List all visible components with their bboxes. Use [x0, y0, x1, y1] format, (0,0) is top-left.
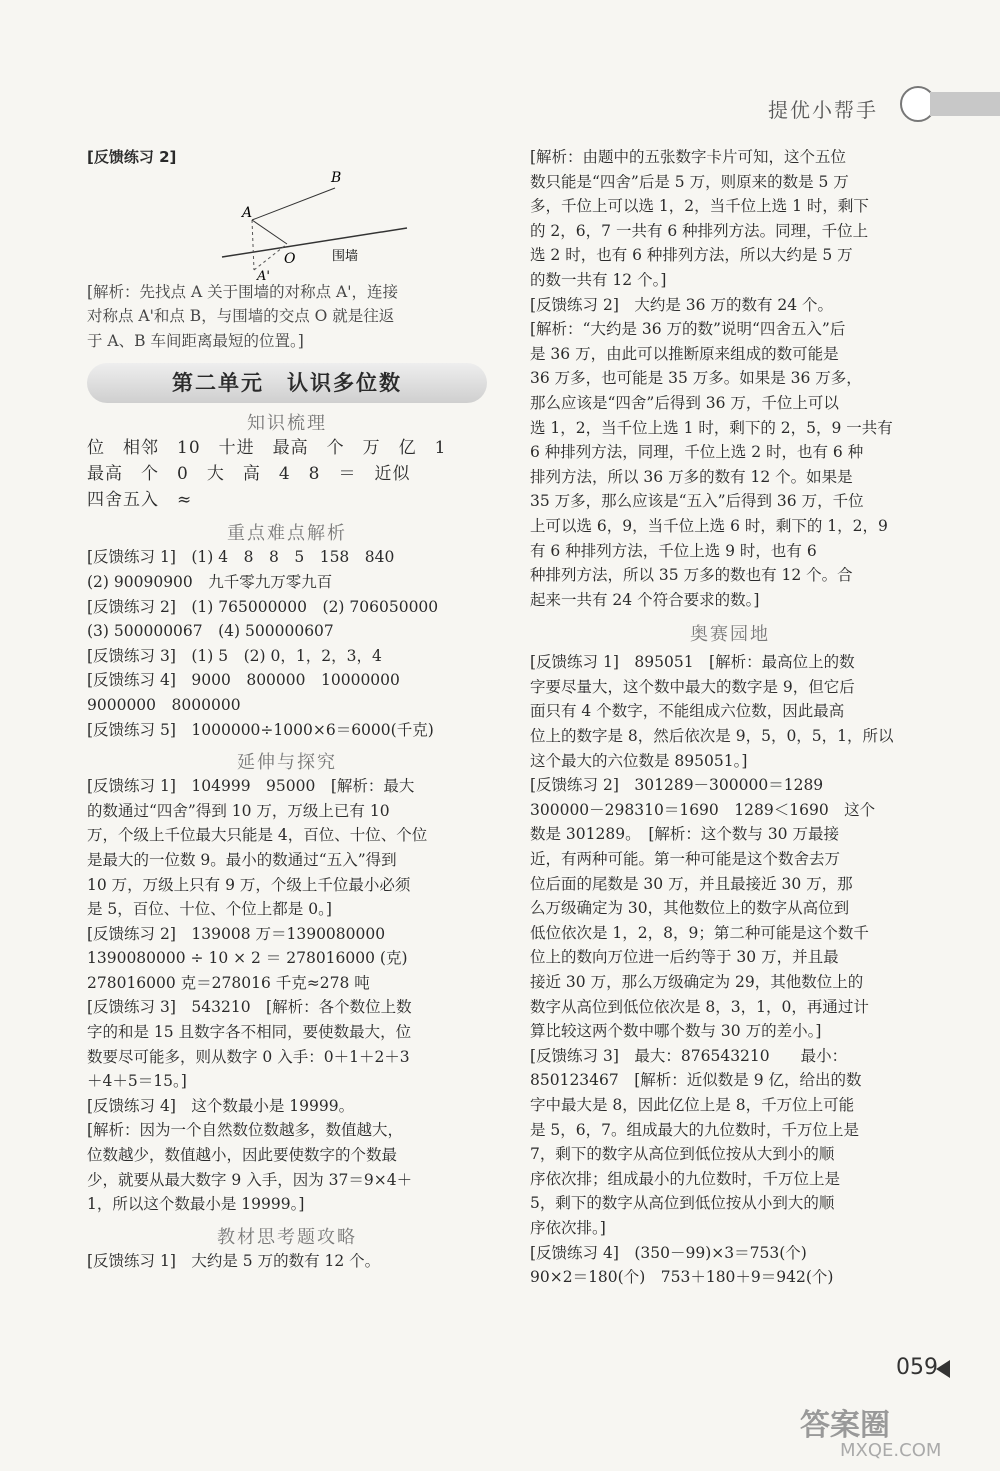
- text-line: [反馈练习 5] 1000000÷1000×6＝6000(千克): [87, 720, 434, 739]
- text-line: 近，有两种可能。第一种可能是这个数舍去万: [530, 850, 841, 869]
- text-line: 位数越少，数值越小，因此要使数字的个数最: [87, 1146, 398, 1165]
- header-title: 提优小帮手: [768, 98, 878, 122]
- text-line: [解析：由题中的五张数字卡片可知，这个五位: [530, 148, 847, 166]
- text-line: 位后面的尾数是 30 万，并且最接近 30 万，那: [530, 874, 853, 893]
- section-title: 重点难点解析: [227, 523, 347, 545]
- text-line: 序依次排。]: [530, 1218, 606, 1237]
- text-line: [反馈练习 3] 最大：876543210 最小：: [530, 1046, 848, 1065]
- text-line: [反馈练习 1] 大约是 5 万的数有 12 个。: [87, 1251, 381, 1270]
- text-line: 于 A、B 车间距离最短的位置。]: [87, 331, 304, 350]
- text-line: 是 5，百位、十位、个位上都是 0。]: [87, 900, 332, 919]
- unit-title: 第二单元 认识多位数: [87, 363, 487, 403]
- text-line: 序依次排；组成最小的九位数时，千万位上是: [530, 1169, 841, 1188]
- text-line: 36 万多，也可能是 35 万多。如果是 36 万多，: [530, 369, 862, 388]
- text-line: 多，千位上可以选 1，2，当千位上选 1 时，剩下: [530, 197, 869, 216]
- text-line: 上可以选 6，9，当千位上选 6 时，剩下的 1，2，9: [530, 516, 888, 535]
- text-line: 字中最大是 8，因此亿位上是 8，千万位上可能: [530, 1095, 855, 1114]
- text-line: [反馈练习 3] 543210 [解析：各个数位上数: [87, 998, 412, 1017]
- text-line: (3) 500000067 (4) 500000607: [87, 622, 334, 641]
- text-line: 的数一共有 12 个。]: [530, 270, 667, 289]
- label-b: B: [331, 169, 342, 186]
- geometry-diagram: [87, 170, 487, 280]
- text-line: 850123467 [解析：近似数是 9 亿，给出的数: [530, 1071, 862, 1090]
- watermark-url: MXQE.COM: [840, 1440, 942, 1461]
- text-line: [反馈练习 2] 大约是 36 万的数有 24 个。: [530, 295, 834, 314]
- text-line: 对称点 A'和点 B，与围墙的交点 O 就是往返: [87, 307, 395, 326]
- segment-ob: [252, 188, 335, 220]
- text-line: 这个最大的六位数是 895051。]: [530, 751, 748, 770]
- text-line: 选 1，2，当千位上选 1 时，剩下的 2，5，9 一共有: [530, 418, 893, 437]
- text-line: 的数通过“四舍”得到 10 万，万级上已有 10: [87, 801, 390, 820]
- text-line: 算比较这两个数中哪个数与 30 万的差小。]: [530, 1022, 822, 1041]
- text-line: 最高 个 0 大 高 4 8 ＝ 近似: [87, 464, 411, 485]
- text-line: 面只有 4 个数字，不能组成六位数，因此最高: [530, 702, 845, 721]
- text-line: 数要尽可能多，则从数字 0 入手：0＋1＋2＋3: [87, 1047, 410, 1066]
- text-line: 位上的数向万位进一后约等于 30 万，并且最: [530, 948, 839, 967]
- text-line: 5，剩下的数字从高位到低位按从小到大的顺: [530, 1194, 835, 1213]
- text-line: 数字从高位到低位依次是 8，3，1，0，再通过计: [530, 997, 869, 1016]
- label-wall: 围墙: [332, 248, 359, 264]
- text-line: 有 6 种排列方法，千位上选 9 时，也有 6: [530, 541, 817, 560]
- text-line: 字要尽量大，这个数中最大的数字是 9，但它后: [530, 677, 855, 696]
- text-line: 四舍五入 ≈: [87, 490, 193, 511]
- section-title: 延伸与探究: [237, 752, 337, 774]
- text-line: [反馈练习 1] 895051 [解析：最高位上的数: [530, 653, 855, 672]
- label-a: A: [242, 204, 253, 221]
- text-line: 种排列方法，所以 35 万多的数也有 12 个。合: [530, 566, 853, 585]
- text-line: 是最大的一位数 9。最小的数通过“五入”得到: [87, 850, 397, 869]
- text-line: 数只能是“四舍”后是 5 万，则原来的数是 5 万: [530, 172, 849, 191]
- page-arrow-icon: [936, 1360, 950, 1378]
- text-line: 300000－298310＝1690 1289＜1690 这个: [530, 800, 876, 819]
- text-line: (2) 90090900 九千零九万零九百: [87, 572, 333, 591]
- label-a-prime: A': [257, 268, 270, 280]
- text-line: 数是 301289。 [解析：这个数与 30 万最接: [530, 825, 839, 844]
- text-line: 位上的数字是 8，然后依次是 9，5，0，5，1，所以: [530, 727, 894, 746]
- text-line: 90×2＝180(个) 753＋180＋9＝942(个): [530, 1268, 834, 1287]
- geometry-svg: [87, 170, 487, 280]
- text-line: [反馈练习 4] (350－99)×3＝753(个): [530, 1243, 807, 1262]
- text-line: 35 万多，那么应该是“五入”后得到 36 万，千位: [530, 492, 864, 511]
- text-line: ＋4＋5＝15。]: [87, 1072, 187, 1091]
- section-title: 教材思考题攻略: [217, 1226, 357, 1248]
- segment-ao: [252, 220, 287, 244]
- header-bar: [930, 92, 1000, 116]
- text-line: 6 种排列方法，同理，千位上选 2 时，也有 6 种: [530, 443, 864, 462]
- text-line: 10 万，万级上只有 9 万，个级上千位最小必须: [87, 875, 411, 894]
- feedback-tag: [反馈练习 2]: [87, 148, 177, 166]
- text-line: [反馈练习 2] (1) 765000000 (2) 706050000: [87, 597, 439, 616]
- text-line: 万，个级上千位最大只能是 4，百位、十位、个位: [87, 826, 428, 845]
- page-number: 059: [896, 1355, 938, 1380]
- label-o: O: [284, 250, 296, 267]
- text-line: 低位依次是 1，2，8，9；第二种可能是这个数千: [530, 923, 869, 942]
- text-line: 9000000 8000000: [87, 695, 241, 714]
- text-line: 1，所以这个数最小是 19999。]: [87, 1195, 305, 1214]
- text-line: 278016000 克＝278016 千克≈278 吨: [87, 973, 370, 992]
- text-line: [反馈练习 4] 这个数最小是 19999。: [87, 1096, 355, 1115]
- left-column: [87, 145, 487, 1273]
- text-line: 字的和是 15 且数字各不相同，要使数最大，位: [87, 1023, 412, 1042]
- section-title: 奥赛园地: [690, 624, 770, 646]
- text-line: 7，剩下的数字从高位到低位按从大到小的顺: [530, 1145, 835, 1164]
- text-line: [反馈练习 2] 301289－300000＝1289: [530, 776, 824, 795]
- text-line: [反馈练习 2] 139008 万＝1390080000: [87, 924, 386, 943]
- text-line: 排列方法，所以 36 万多的数有 12 个。如果是: [530, 467, 853, 486]
- text-line: [反馈练习 3] (1) 5 (2) 0，1，2，3，4: [87, 646, 382, 665]
- text-line: [解析：先找点 A 关于围墙的对称点 A'，连接: [87, 282, 398, 301]
- text-line: [解析：“大约是 36 万的数”说明“四舍五入”后: [530, 320, 846, 339]
- text-line: [反馈练习 1] 104999 95000 [解析：最大: [87, 777, 415, 796]
- text-line: 那么应该是“四舍”后得到 36 万，千位上可以: [530, 393, 839, 412]
- wall-line: [222, 228, 407, 257]
- right-column: [530, 145, 930, 1290]
- text-line: [解析：因为一个自然数位数越多，数值越大，: [87, 1121, 404, 1140]
- text-line: 少，就要从最大数字 9 入手，因为 37＝9×4＋: [87, 1170, 413, 1189]
- segment-aa2: [252, 220, 254, 270]
- text-line: 位 相邻 10 十进 最高 个 万 亿 1: [87, 438, 447, 459]
- watermark-logo: 答案圈: [800, 1408, 890, 1443]
- text-line: 的 2，6，7 一共有 6 种排列方法。同理，千位上: [530, 221, 869, 240]
- section-title: 知识梳理: [247, 413, 327, 435]
- text-line: 1390080000 ÷ 10 × 2 ＝ 278016000 (克): [87, 949, 408, 968]
- text-line: 是 5，6，7。组成最大的九位数时，千万位上是: [530, 1120, 860, 1139]
- text-line: 选 2 时，也有 6 种排列方法，所以大约是 5 万: [530, 246, 853, 265]
- text-line: 起来一共有 24 个符合要求的数。]: [530, 590, 760, 609]
- text-line: [反馈练习 1] (1) 4 8 8 5 158 840: [87, 548, 395, 567]
- text-line: 是 36 万，由此可以推断原来组成的数可能是: [530, 344, 839, 363]
- text-line: [反馈练习 4] 9000 800000 10000000: [87, 671, 400, 690]
- text-line: 接近 30 万，那么万级确定为 29，其他数位上的: [530, 973, 864, 991]
- text-line: 么万级确定为 30，其他数位上的数字从高位到: [530, 899, 850, 918]
